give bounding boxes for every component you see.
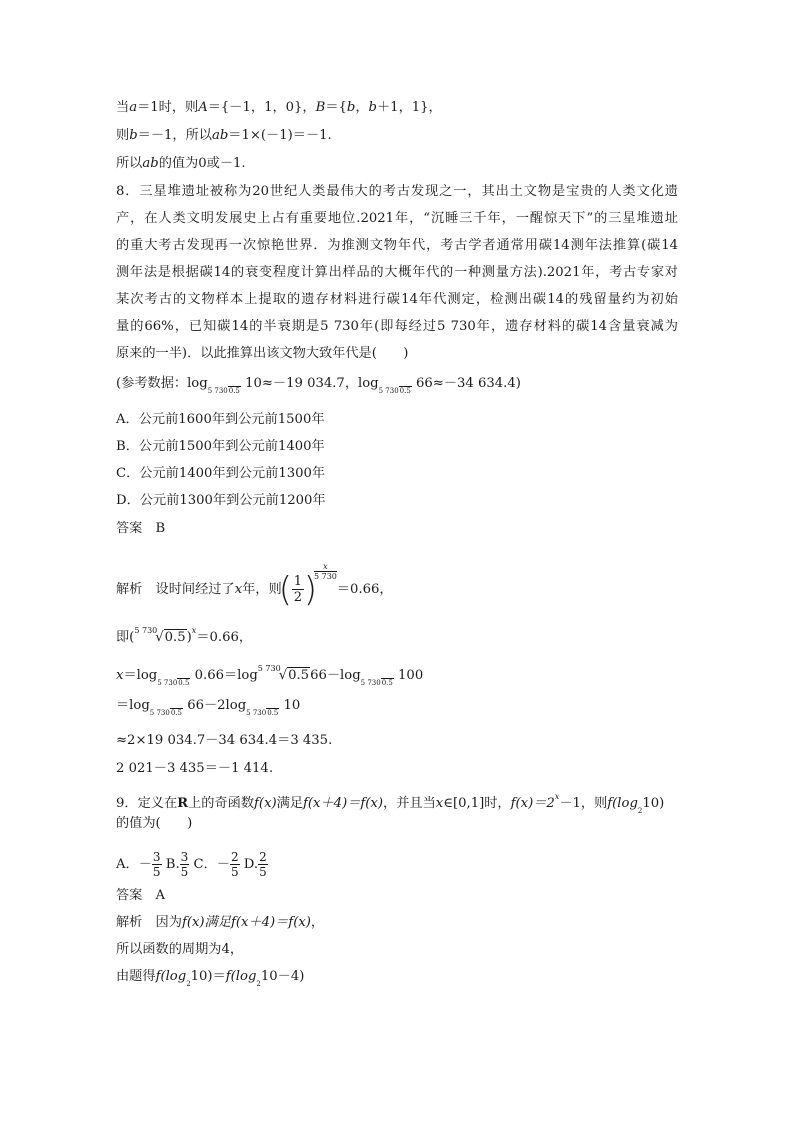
q8-solution-step-6: 2 021－3 435＝－1 414. bbox=[116, 761, 274, 776]
q8-line-6: 量的66%，已知碳14的半衰期是5 730年(即每经过5 730年，遗存材料的碳14含量衰减为 bbox=[116, 319, 678, 334]
q8-line-7: 原来的一半)．以此推算出该文物大致年代是( ) bbox=[116, 346, 409, 361]
solution-line-3: 所以ab的值为0或－1. bbox=[116, 156, 246, 171]
q8-answer: 答案 B bbox=[116, 521, 166, 536]
solution-line-2: 则b＝－1，所以ab＝1×(－1)＝－1. bbox=[116, 128, 332, 143]
q9-options: A．－ $\frac{3}{5}$ B. $\frac{3}{5}$ C．－ $\frac{2}{5}$ D. $\frac{2}{5}$ bbox=[116, 850, 267, 879]
q8-solution-step-1: 解析 设时间经过了x年，则 ( $\frac{1}{2}$ ) $\frac{x}{5 730}$ ＝0.66， bbox=[116, 562, 393, 610]
q9-solution-step-2: 所以函数的周期为4， bbox=[116, 942, 244, 957]
q9-answer: 答案 A bbox=[116, 888, 166, 903]
q9-solution-step-3: 由题得$f(\log_210)=f(\log_210-4)$ bbox=[116, 969, 305, 988]
q8-solution-step-5: ≈2×19 034.7－34 634.4＝3 435. bbox=[116, 733, 333, 748]
q8-line-3: 的重大考古发现再一次惊艳世界．为推测文物年代，考古学者通常用碳14测年法推算(碳14 bbox=[116, 238, 678, 253]
solution-line-1: 当a＝1时，则A＝{－1，1，0}，B＝{b，b＋1，1}， bbox=[116, 100, 442, 115]
q8-line-2: 产，在人类文明发展史上占有重要地位.2021年，“沉睡三千年，一醒惊天下”的三星堆遗址 bbox=[116, 211, 678, 226]
q8-line-1: 8．三星堆遗址被称为20世纪人类最伟大的考古发现之一，其出土文物是宝贵的人类文化遗 bbox=[116, 184, 678, 199]
q8-option-d: D．公元前1300年到公元前1200年 bbox=[116, 493, 326, 508]
q8-option-a: A．公元前1600年到公元前1500年 bbox=[116, 412, 325, 427]
q9-line-2: 的值为( ) bbox=[116, 816, 193, 831]
q8-solution-step-2: 即$(^{5 730}√0.5)^x=0.66$， bbox=[116, 626, 253, 645]
q8-solution-step-4: $=\log_{5 7300.5}$ $66-2\log_{5 7300.5}$ 10 bbox=[116, 698, 301, 717]
q8-option-c: C．公元前1400年到公元前1300年 bbox=[116, 466, 326, 481]
q8-reference-data: (参考数据：$\log_{5 7300.5} 10\approx-19$ 034.7，$\log_{5 7300.5} 66\approx-34$ 634.4) bbox=[116, 376, 521, 395]
q8-option-b: B．公元前1500年到公元前1400年 bbox=[116, 439, 325, 454]
q8-line-4: 测年法是根据碳14的衰变程度计算出样品的大概年代的一种测量方法).2021年，考古专家对 bbox=[116, 265, 678, 280]
q9-solution-step-1: 解析 因为f(x)满足f(x＋4)＝f(x)， bbox=[116, 915, 325, 930]
q8-solution-step-3: $x=\log_{5 7300.5}$ $0.66=\log^{5 730}√0.566-\log_{5 7300.5}$ 100 bbox=[116, 664, 424, 687]
q8-line-5: 某次考古的文物样本上提取的遗存材料进行碳14年代测定，检测出碳14的残留量约为初始 bbox=[116, 292, 678, 307]
q9-line-1: 9．定义在R上的奇函数f(x)满足f(x＋4)＝f(x)，并且当x∈[0,1]时，$f(x)=2^x-1$，则$f(\log_210)$ bbox=[116, 792, 665, 815]
